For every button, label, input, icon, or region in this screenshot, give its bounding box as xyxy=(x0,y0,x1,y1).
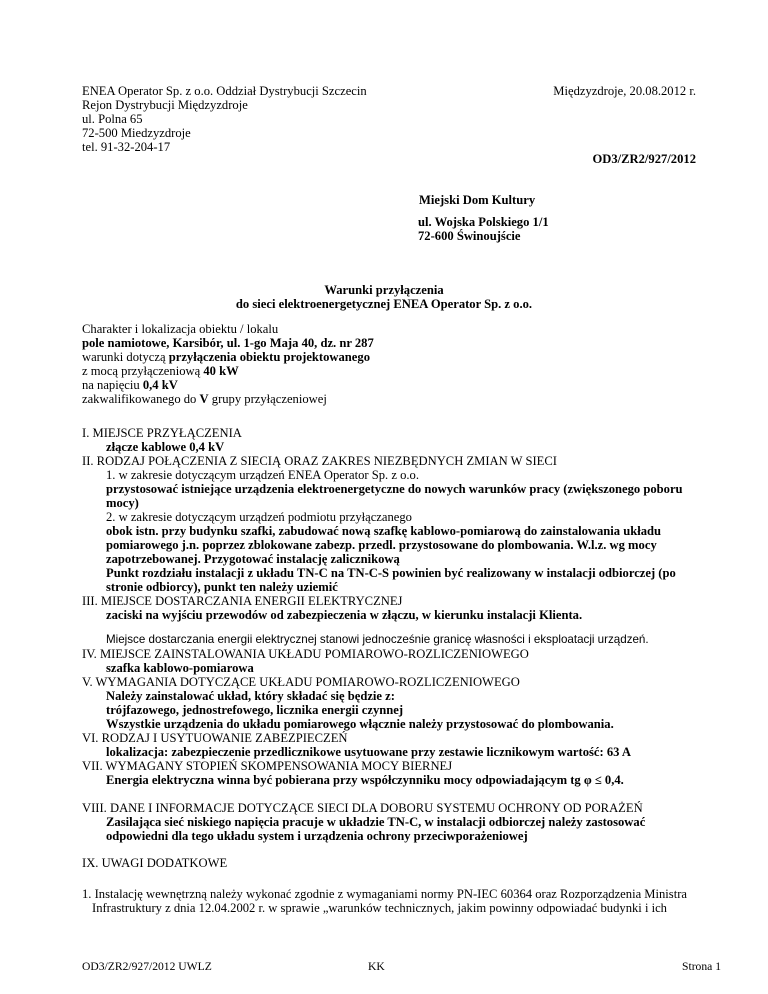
intro-line-6-post: grupy przyłączeniowej xyxy=(208,392,327,406)
footer-initials: KK xyxy=(368,960,385,973)
section-2-text-2b: pomiarowego j.n. poprzez zblokowane zabezp. przedl. przystosowane do plombowania. W.l.z. wg mocy xyxy=(106,538,657,552)
footer-document-id: OD3/ZR2/927/2012 UWLZ xyxy=(82,960,212,973)
section-3-note: Miejsce dostarczania energii elektrycznej stanowi jednocześnie granicę własności i eksploatacji urządzeń. xyxy=(106,633,649,646)
intro-line-6-text: zakwalifikowanego do xyxy=(82,392,200,406)
section-2-point-1: 1. w zakresie dotyczącym urządzeń ENEA Operator Sp. z o.o. xyxy=(106,468,419,482)
intro-line-6 xyxy=(82,392,327,406)
footer-page-number: Strona 1 xyxy=(682,960,721,973)
intro-line-3 xyxy=(82,350,370,364)
intro-line-4-text: z mocą przyłączeniową xyxy=(82,364,204,378)
intro-line-3-bold: przyłączenia obiektu projektowanego xyxy=(168,350,370,364)
intro-line-3-text: warunki dotyczą xyxy=(82,350,169,364)
recipient-city: 72-600 Świnoujście xyxy=(418,229,521,243)
section-5-text-3: Wszystkie urządzenia do układu pomiarowego włącznie należy przystosować do plombowania. xyxy=(106,717,614,731)
section-7-heading: VII. WYMAGANY STOPIEŃ SKOMPENSOWANIA MOCY BIERNEJ xyxy=(82,759,453,773)
reference-number: OD3/ZR2/927/2012 xyxy=(592,152,696,166)
section-3-body: zaciski na wyjściu przewodów od zabezpieczenia w złączu, w kierunku instalacji Klienta. xyxy=(106,608,583,622)
section-8-text-2: odpowiedni dla tego układu system i urządzenia ochrony przeciwporażeniowej xyxy=(106,829,528,843)
intro-line-5 xyxy=(82,378,178,392)
section-2-point-2: 2. w zakresie dotyczącym urządzeń podmiotu przyłączanego xyxy=(106,510,412,524)
section-3-heading: III. MIEJSCE DOSTARCZANIA ENERGII ELEKTRYCZNEJ xyxy=(82,594,403,608)
section-2-text-2d: Punkt rozdziału instalacji z układu TN-C na TN-C-S powinien być realizowany w instalacji odbiorczej (po xyxy=(106,566,676,580)
sender-line-2: Rejon Dystrybucji Międzyzdroje xyxy=(82,98,248,112)
section-1-heading: I. MIEJSCE PRZYŁĄCZENIA xyxy=(82,426,242,440)
recipient-street: ul. Wojska Polskiego 1/1 xyxy=(418,215,549,229)
place-date: Międzyzdroje, 20.08.2012 r. xyxy=(553,84,696,98)
intro-line-5-bold: 0,4 kV xyxy=(142,378,178,392)
sender-line-1: ENEA Operator Sp. z o.o. Oddział Dystrybucji Szczecin xyxy=(82,84,367,98)
section-2-text-2c: zapotrzebowanej. Przygotować instalację zalicznikową xyxy=(106,552,400,566)
section-7-body: Energia elektryczna winna być pobierana przy współczynniku mocy odpowiadającym tg φ ≤ 0,4. xyxy=(106,773,624,787)
section-9-heading: IX. UWAGI DODATKOWE xyxy=(82,856,228,870)
section-1-body: złącze kablowe 0,4 kV xyxy=(106,440,225,454)
section-2-text-1a: przystosować istniejące urządzenia elektroenergetyczne do nowych warunków pracy (zwiększonego poboru xyxy=(106,482,683,496)
section-5-text-1: Należy zainstalować układ, który składać się będzie z: xyxy=(106,689,395,703)
intro-line-6-bold: V xyxy=(199,392,209,406)
section-6-heading: VI. RODZAJ I USYTUOWANIE ZABEZPIECZEŃ xyxy=(82,731,348,745)
section-2-text-2e: stronie odbiorcy), punkt ten należy uziemić xyxy=(106,580,338,594)
intro-line-1: Charakter i lokalizacja obiektu / lokalu xyxy=(82,322,279,336)
document-title-line-1: Warunki przyłączenia xyxy=(324,283,444,297)
intro-line-4 xyxy=(82,364,239,378)
sender-line-4: 72-500 Miedzyzdroje xyxy=(82,126,191,140)
section-5-heading: V. WYMAGANIA DOTYCZĄCE UKŁADU POMIAROWO-ROZLICZENIOWEGO xyxy=(82,675,520,689)
section-9-point-1a: 1. Instalację wewnętrzną należy wykonać zgodnie z wymaganiami normy PN-IEC 60364 oraz Rozporządzenia Ministra xyxy=(82,887,687,901)
document-title-line-2: do sieci elektroenergetycznej ENEA Operator Sp. z o.o. xyxy=(235,297,533,311)
intro-line-5-text: na napięciu xyxy=(82,378,143,392)
section-2-text-1b: mocy) xyxy=(106,496,139,510)
section-4-body: szafka kablowo-pomiarowa xyxy=(106,661,254,675)
section-5-text-2: trójfazowego, jednostrefowego, licznika energii czynnej xyxy=(106,703,404,717)
intro-line-4-bold: 40 kW xyxy=(203,364,239,378)
section-8-heading: VIII. DANE I INFORMACJE DOTYCZĄCE SIECI DLA DOBORU SYSTEMU OCHRONY OD PORAŻEŃ xyxy=(82,801,643,815)
section-6-body: lokalizacja: zabezpieczenie przedlicznikowe usytuowane przy zestawie licznikowym wartość: 63 A xyxy=(106,745,631,759)
section-4-heading: IV. MIEJSCE ZAINSTALOWANIA UKŁADU POMIAROWO-ROZLICZENIOWEGO xyxy=(82,647,529,661)
sender-line-5: tel. 91-32-204-17 xyxy=(82,140,171,154)
sender-line-3: ul. Polna 65 xyxy=(82,112,143,126)
section-8-text-1: Zasilająca sieć niskiego napięcia pracuje w układzie TN-C, w instalacji odbiorczej należy zastosować xyxy=(106,815,646,829)
section-2-text-2a: obok istn. przy budynku szafki, zabudować nową szafkę kablowo-pomiarową do zainstalowania układu xyxy=(106,524,662,538)
section-9-point-1b: Infrastruktury z dnia 12.04.2002 r. w sprawie „warunków technicznych, jakim powinny odpowiadać budynki i ich xyxy=(92,901,667,915)
section-2-heading: II. RODZAJ POŁĄCZENIA Z SIECIĄ ORAZ ZAKRES NIEZBĘDNYCH ZMIAN W SIECI xyxy=(82,454,557,468)
recipient-name: Miejski Dom Kultury xyxy=(419,193,536,207)
intro-line-2: pole namiotowe, Karsibór, ul. 1-go Maja 40, dz. nr 287 xyxy=(82,336,374,350)
